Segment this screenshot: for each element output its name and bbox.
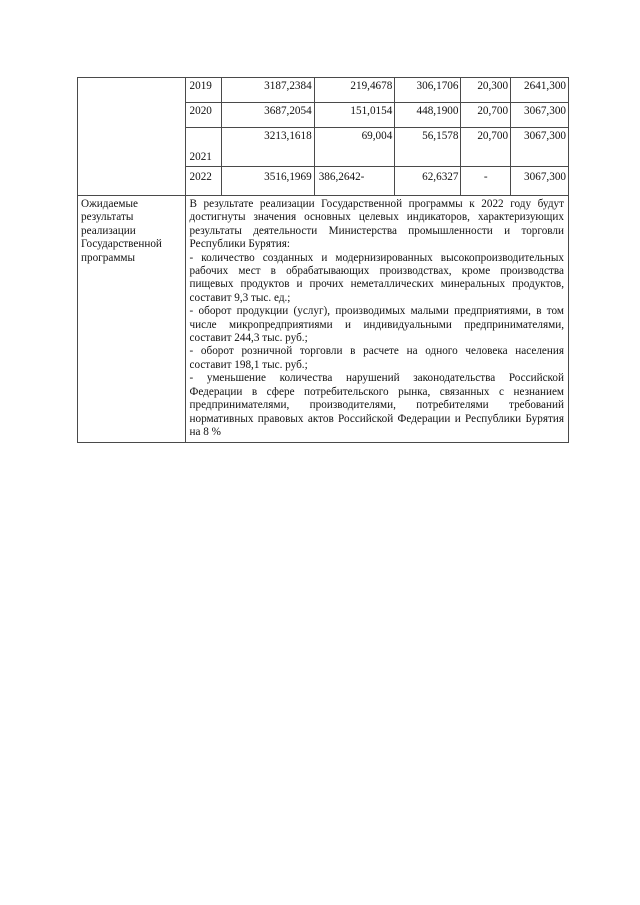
year-cell: 2020 <box>185 103 221 128</box>
table-row <box>78 78 569 103</box>
value-cell: 151,0154 <box>314 103 395 128</box>
total-cell: 3516,1969 <box>221 167 314 196</box>
value-cell: 20,700 <box>461 128 511 167</box>
value-cell: 219,4678 <box>314 78 395 103</box>
total-cell: 3187,2384 <box>221 78 314 103</box>
expected-results-label <box>78 196 186 443</box>
results-paragraph: - оборот продукции (услуг), производимых малыми предприятиями, в том числе микропредприятиями и индивидуальными предпринимателями, составит 244,3 тыс. руб.; <box>189 305 564 345</box>
value-cell: 3067,300 <box>511 167 569 196</box>
results-paragraph: - уменьшение количества нарушений законодательства Российской Федерации в сфере потребительского рынка, связанных с незнанием предпринимателями, производителями, потребителями требований нормативных правовых актов Российской Федерации и Республики Бурятия на 8 % <box>189 372 564 438</box>
value-cell: 20,300 <box>461 78 511 103</box>
value-cell: 386,2642- <box>314 167 395 196</box>
value-cell: 69,004 <box>314 128 395 167</box>
results-paragraph: - оборот розничной торговли в расчете на одного человека населения составит 198,1 тыс. руб.; <box>189 345 564 371</box>
value-cell: 2641,300 <box>511 78 569 103</box>
value-cell: 306,1706 <box>395 78 461 103</box>
label-line: результаты <box>81 211 134 224</box>
program-passport-table <box>77 77 569 443</box>
empty-label-cell <box>78 78 186 196</box>
year-cell: 2021 <box>185 128 221 167</box>
value-cell: 56,1578 <box>395 128 461 167</box>
expected-results-row <box>78 196 569 443</box>
results-paragraph: - количество созданных и модернизированных высокопроизводительных рабочих мест в обрабатывающих производствах, кроме производства пищевых продуктов и прочих неметаллических минеральных продуктов, составит 9,3 тыс. ед.; <box>189 251 564 304</box>
expected-results-text <box>185 196 569 443</box>
total-cell: 3213,1618 <box>221 128 314 167</box>
value-cell: - <box>461 167 511 196</box>
label-line: Ожидаемые <box>81 198 138 210</box>
results-paragraph: В результате реализации Государственной программы к 2022 году будут достигнуты значения основных целевых индикаторов, характеризующих результаты деятельности Министерства промышленности и торговли Республики Бурятия: <box>189 198 564 251</box>
value-cell: 62,6327 <box>395 167 461 196</box>
year-cell: 2022 <box>185 167 221 196</box>
value-cell: 3067,300 <box>511 103 569 128</box>
label-line: программы <box>81 251 135 264</box>
value-cell: 20,700 <box>461 103 511 128</box>
label-line: Государственной <box>81 238 162 251</box>
value-cell: 3067,300 <box>511 128 569 167</box>
year-cell: 2019 <box>185 78 221 103</box>
value-cell: 448,1900 <box>395 103 461 128</box>
label-line: реализации <box>81 224 136 237</box>
total-cell: 3687,2054 <box>221 103 314 128</box>
